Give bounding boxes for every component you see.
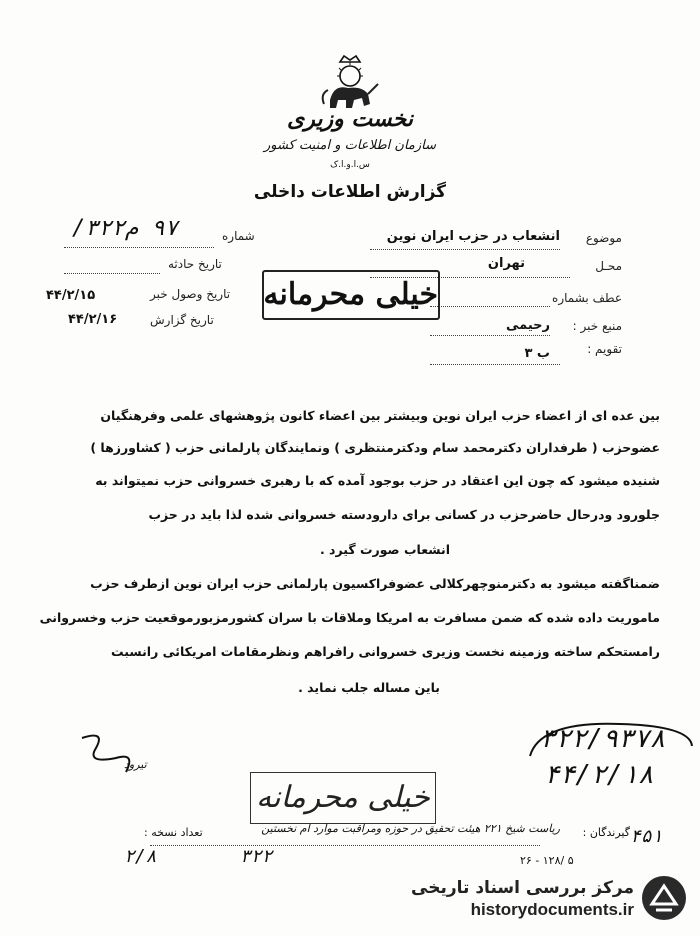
body-line-6: ضمناگفته میشود به دکترمنوچهرکلالی عضوفراکسیون پارلمانی حزب ایران نوین ازطرف حزب (90, 576, 660, 591)
subject-label: موضوع (585, 231, 622, 245)
source-label: منبع خبر : (572, 319, 622, 333)
bottom-number-1: ۳۲۲ (240, 846, 273, 867)
number-label: شماره (222, 229, 255, 243)
circled-annotation-icon (520, 716, 700, 776)
archive-url[interactable]: historydocuments.ir (470, 900, 634, 919)
body-line-3: شنیده میشود که چون این اعتقاد در حزب بوجود آمده که با رهبری خسروانی حزب نمیتواند به (95, 473, 660, 488)
recipients-label: گیرندگان : (582, 826, 630, 839)
body-line-4: جلورود ودرحال حاضرحزب در کسانی برای دارودسته خسروانی شده لذا باید در حزب (148, 507, 660, 522)
body-line-7: ماموریت داده شده که ضمن مسافرت به امریکا وملاقات با سران کشورمزبورموقعیت حزب وخسروانی (39, 610, 660, 625)
organization-title: نخست وزیری (287, 106, 413, 132)
place-value: تهران (487, 256, 525, 271)
organization-code: س.ا.و.ا.ک (330, 160, 370, 170)
number-line (64, 246, 214, 248)
body-line-9: باین مساله جلب نماید . (298, 680, 440, 695)
body-line-8: رامستحکم ساخته وزمینه نخست وزیری خسروانی رافراهم ونظرمقامات امریکائی رانسبت (111, 644, 660, 659)
report-date-label: تاریخ گزارش (150, 313, 214, 327)
event-date-line (64, 272, 160, 274)
subject-value: انشعاب در حزب ایران نوین (386, 229, 560, 244)
body-line-5: انشعاب صورت گیرد . (319, 542, 450, 557)
subject-line (370, 248, 560, 250)
evaluation-value: ب ۳ (524, 346, 550, 361)
source-line (430, 334, 550, 336)
archive-logo-icon (640, 874, 688, 922)
body-line-1: بین عده ای از اعضاء حزب ایران نوین وبیشتر بین اعضاء کانون پژوهشهای علمی وفرهنگیان (100, 408, 660, 423)
archive-name: مرکز بررسی اسناد تاریخی (411, 878, 634, 898)
number-value: ۹۷ م۳۲۲/ (72, 216, 178, 241)
event-date-label: تاریخ حادثه (168, 257, 222, 271)
body-line-2: عضوحزب ( طرفداران دکترمحمد سام ودکترمنتظری ) ونمایندگان پارلمانی حزب ( کشاورزها ) (90, 440, 660, 455)
report-title: گزارش اطلاعات داخلی (253, 182, 447, 202)
place-label: محـل (595, 259, 622, 273)
reference-line (430, 305, 550, 307)
handwritten-date: ۴۴/۲/۱۸ (544, 760, 654, 790)
source-value: رحیمی (505, 318, 550, 333)
handwritten-number: ۳۲۲/۹۳۷۸ (540, 724, 666, 754)
evaluation-label: تقویم : (587, 342, 622, 356)
received-date-label: تاریخ وصول خبر (150, 287, 231, 301)
reference-label: عطف بشماره (552, 291, 622, 305)
bottom-left-code: ۴۵۱ (630, 826, 663, 847)
bottom-note: ریاست شیخ ۲۲۱ هیئت تحقیق در حوزه ومراقبت موارد ام نخستین (261, 822, 560, 835)
bottom-reference: ۲۶ - ۱۲۸/ ۵ (520, 854, 574, 867)
evaluation-line (430, 363, 560, 365)
bottom-line (150, 844, 540, 846)
copies-label: تعداد نسخه : (144, 826, 203, 839)
received-date-value: ۴۴/۲/۱۵ (46, 288, 96, 303)
bottom-number-2: ۲/۸ (124, 846, 157, 867)
classification-stamp: خیلی محرمانه (262, 270, 440, 320)
signature-note: تیرود (124, 758, 147, 771)
report-date-value: ۴۴/۲/۱۶ (68, 312, 118, 327)
organization-subtitle: سازمان اطلاعات و امنیت کشور (263, 138, 437, 153)
secondary-classification-stamp: خیلی محرمانه (250, 772, 436, 824)
lion-and-sun-emblem-icon (318, 54, 382, 112)
